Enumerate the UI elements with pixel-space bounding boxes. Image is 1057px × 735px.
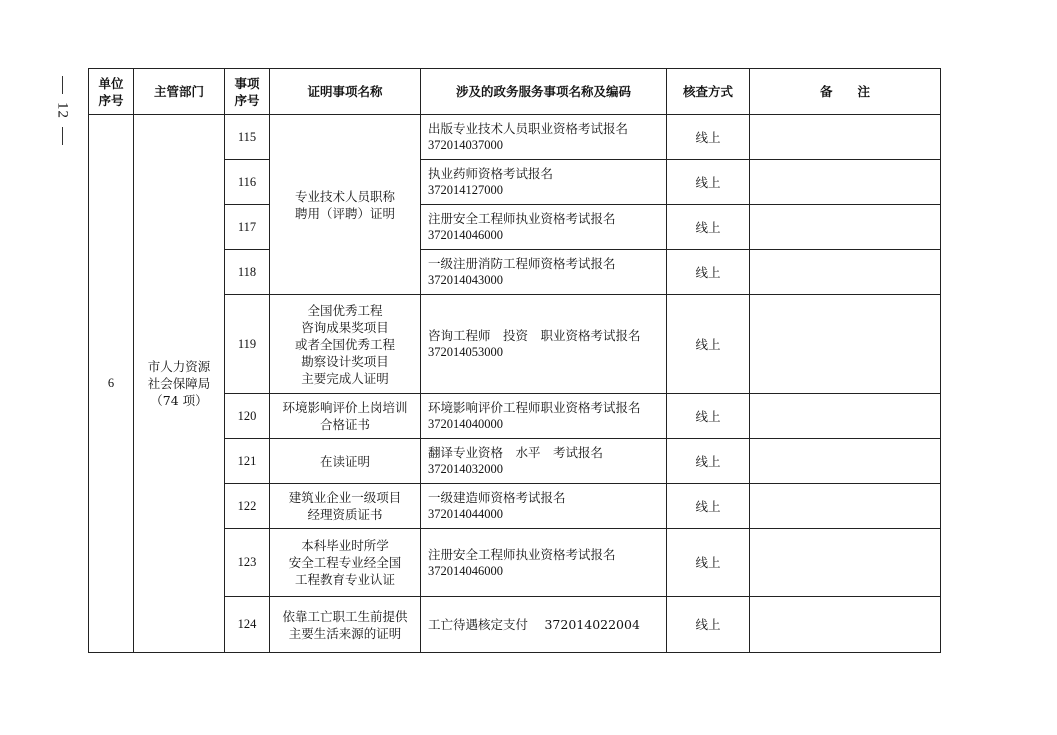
- service-code: 372014046000: [428, 563, 503, 578]
- service-name: 翻译专业资格 水平 考试报名: [428, 445, 604, 460]
- remark-cell: [750, 205, 941, 250]
- cert-name-cell: 建筑业企业一级项目 经理资质证书: [270, 484, 421, 529]
- item-no-cell: 122: [225, 484, 270, 529]
- remark-cell: [750, 439, 941, 484]
- item-no-cell: 124: [225, 597, 270, 653]
- remark-cell: [750, 529, 941, 597]
- service-name: 出版专业技术人员职业资格考试报名: [428, 121, 629, 136]
- service-name: 注册安全工程师执业资格考试报名: [428, 546, 616, 562]
- service-name: 一级建造师资格考试报名: [428, 490, 566, 505]
- service-code: 372014044000: [428, 507, 503, 521]
- table-header-row: [89, 69, 941, 115]
- remark-cell: [750, 484, 941, 529]
- check-method-cell: 线上: [667, 295, 750, 394]
- check-method-cell: 线上: [667, 597, 750, 653]
- item-no-cell: 119: [225, 295, 270, 394]
- check-method-cell: 线上: [667, 205, 750, 250]
- service-name: 注册安全工程师执业资格考试报名: [428, 211, 616, 226]
- service-code: 372014040000: [428, 417, 503, 431]
- cert-name-cell: 在读证明: [270, 439, 421, 484]
- check-method-cell: 线上: [667, 439, 750, 484]
- service-cell: [421, 597, 667, 653]
- cert-name-cell: 全国优秀工程 咨询成果奖项目 或者全国优秀工程 勘察设计奖项目 主要完成人证明: [270, 295, 421, 394]
- header-remark: 备 注: [750, 69, 941, 115]
- remark-cell: [750, 295, 941, 394]
- page-number: 12: [54, 102, 71, 119]
- item-no-cell: 120: [225, 394, 270, 439]
- remark-cell: [750, 597, 941, 653]
- cert-name-cell: 环境影响评价上岗培训 合格证书: [270, 394, 421, 439]
- item-no-cell: 123: [225, 529, 270, 597]
- cert-name-cell: 依靠工亡职工生前提供 主要生活来源的证明: [270, 597, 421, 653]
- remark-cell: [750, 160, 941, 205]
- item-no-cell: 117: [225, 205, 270, 250]
- remark-cell: [750, 394, 941, 439]
- certificate-items-table: [88, 68, 941, 653]
- service-cell: [421, 295, 667, 394]
- remark-cell: [750, 250, 941, 295]
- check-method-cell: 线上: [667, 250, 750, 295]
- service-cell: [421, 529, 667, 597]
- check-method-cell: 线上: [667, 115, 750, 160]
- service-cell: [421, 484, 667, 529]
- check-method-cell: 线上: [667, 484, 750, 529]
- service-cell: [421, 115, 667, 160]
- header-cert-name: 证明事项名称: [270, 69, 421, 115]
- header-check-method: 核查方式: [667, 69, 750, 115]
- header-dept: 主管部门: [134, 69, 225, 115]
- service-code: 372014043000: [428, 273, 503, 287]
- service-code: 372014046000: [428, 228, 503, 242]
- service-code: 372014053000: [428, 345, 503, 359]
- remark-cell: [750, 115, 941, 160]
- service-cell: [421, 250, 667, 295]
- check-method-cell: 线上: [667, 529, 750, 597]
- service-name: 环境影响评价工程师职业资格考试报名: [428, 400, 641, 415]
- service-code: 372014037000: [428, 138, 503, 152]
- item-no-cell: 118: [225, 250, 270, 295]
- header-unit-no: 单位 序号: [89, 69, 134, 115]
- service-name: 一级注册消防工程师资格考试报名: [428, 256, 616, 271]
- service-code: 372014032000: [428, 462, 503, 476]
- service-name: 咨询工程师 投资 职业资格考试报名: [428, 328, 641, 343]
- service-cell: [421, 205, 667, 250]
- page-number-dash-bottom: [62, 127, 63, 145]
- cert-name-cell: 专业技术人员职称 聘用（评聘）证明: [270, 115, 421, 295]
- check-method-cell: 线上: [667, 394, 750, 439]
- dept-cell: 市人力资源 社会保障局 （74 项）: [134, 115, 225, 653]
- table-row: [89, 115, 941, 160]
- service-name: 工亡待遇核定支付 372014022004: [428, 617, 640, 632]
- cert-name-cell: 本科毕业时所学 安全工程专业经全国 工程教育专业认证: [270, 529, 421, 597]
- item-no-cell: 116: [225, 160, 270, 205]
- item-no-cell: 121: [225, 439, 270, 484]
- service-code: 372014127000: [428, 183, 503, 197]
- item-no-cell: 115: [225, 115, 270, 160]
- service-name: 执业药师资格考试报名: [428, 166, 554, 181]
- service-cell: [421, 439, 667, 484]
- header-service: 涉及的政务服务事项名称及编码: [421, 69, 667, 115]
- header-item-no: 事项 序号: [225, 69, 270, 115]
- check-method-cell: 线上: [667, 160, 750, 205]
- page-number-dash-top: [62, 76, 63, 94]
- service-cell: [421, 394, 667, 439]
- page-number-marker: [50, 76, 74, 168]
- unit-no-cell: 6: [89, 115, 134, 653]
- service-cell: [421, 160, 667, 205]
